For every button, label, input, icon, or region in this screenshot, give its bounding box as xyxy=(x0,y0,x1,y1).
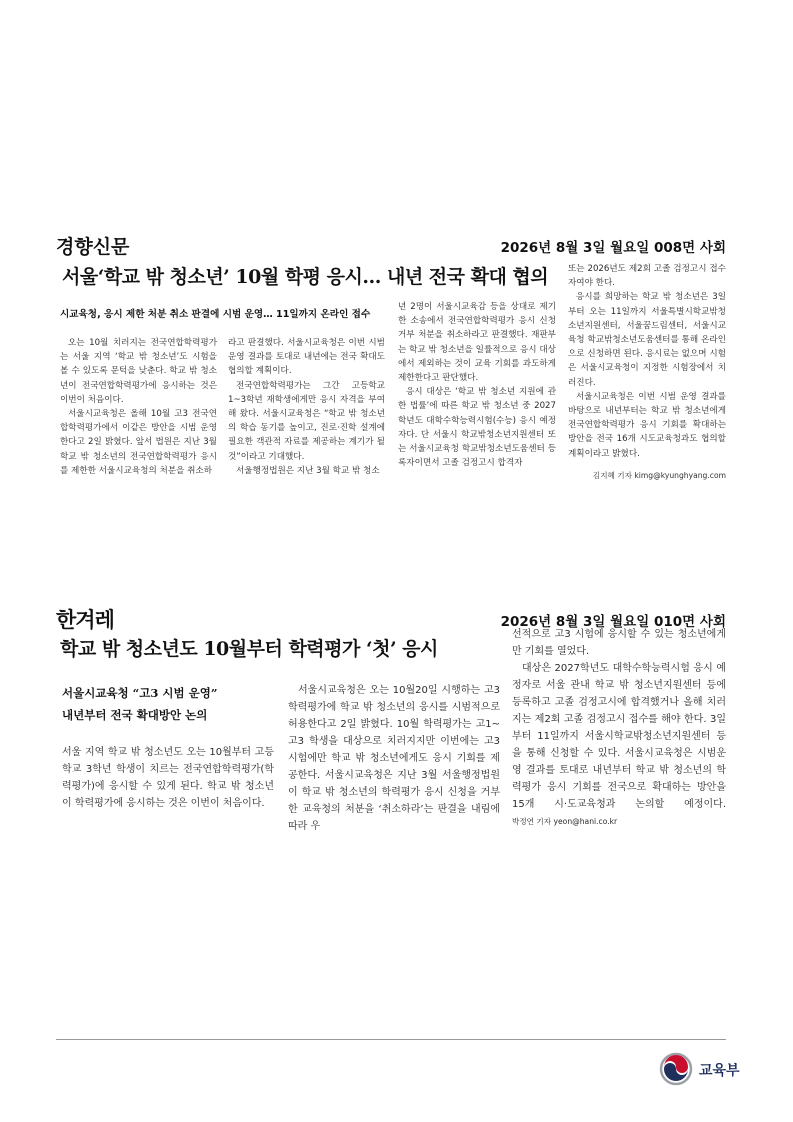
paragraph: 서울행정법원은 지난 3월 학교 밖 청소 xyxy=(236,465,380,476)
reporter-byline: 김지혜 기자 kimg@kyunghyang.com xyxy=(592,471,726,480)
article-subheadline: 시교육청, 응시 제한 처분 취소 판결에 시범 운영… 11일까지 온라인 접수 xyxy=(60,309,371,320)
article-column-1 xyxy=(62,744,274,812)
article-column-2 xyxy=(288,682,500,835)
subheadline-line: 서울시교육청 “고3 시범 운영” xyxy=(62,686,218,700)
ministry-name: 교육부 xyxy=(699,1063,740,1079)
paragraph: 또는 2026년도 제2회 고졸 검정고시 접수자여야 한다. xyxy=(568,264,726,289)
paragraph: 서울시교육청은 이번 시범 운영 결과를 바탕으로 내년부터는 학교 밖 청소년에게 전국연합학력평가 응시 기회를 확대하는 방안을 전국 16개 시도교육청과도 협의할 계획이라고 밝혔다. xyxy=(568,391,726,459)
article-column-2 xyxy=(228,336,385,478)
newspaper-masthead: 한겨레 xyxy=(56,608,114,632)
news-clip-hankyoreh xyxy=(56,604,726,846)
article-column-1 xyxy=(60,336,217,478)
paragraph: 선적으로 고3 시험에 응시할 수 있는 청소년에게만 기회를 열었다. xyxy=(512,629,726,657)
dateline: 2026년 8월 3일 월요일 008면 사회 xyxy=(500,240,726,256)
paragraph-text: 대상은 2027학년도 대학수학능력시험 응시 예정자로 서울 관내 학교 밖 청소년지원센터 등에 등록하고 고졸 검정고시에 합격했거나 올해 치러지는 제2회 고졸 검정고시 접수를 해야 한다. 3일부터 11일까지 서울시학교밖청소년지원센터 등을 통해 신청할 수 있다. 서울시교육청은 시범운영 결과를 토대로 내년부터 학교 밖 청소년의 학력평가 응시 기회를 전국으로 확대하는 방안을 15개 시·도교육청과 논의할 예정이다. xyxy=(512,663,726,810)
reporter-byline: 박정연 기자 yeon@hani.co.kr xyxy=(512,817,618,826)
paragraph xyxy=(512,660,726,830)
paragraph: 전국연합학력평가는 그간 고등학교 1~3학년 재학생에게만 응시 자격을 부여해 왔다. 서울시교육청은 “학교 밖 청소년의 학습 동기를 높이고, 진로·진학 설계에 필요한 객관적 자료를 제공하는 계기가 될 것”이라고 기대했다. xyxy=(228,380,385,462)
paragraph: 년 2명이 서울시교육감 등을 상대로 제기한 소송에서 전국연합학력평가 응시 신청 거부 처분을 취소하라고 판결했다. 재판부는 학교 밖 청소년을 일률적으로 응시 대상에서 제외하는 것이 교육 기회를 과도하게 제한한다고 판단했다. xyxy=(398,302,556,384)
article-headline: 학교 밖 청소년도 10월부터 학력평가 ‘첫’ 응시 xyxy=(60,638,438,660)
paragraph: 응시를 희망하는 학교 밖 청소년은 3일부터 오는 11일까지 서울특별시학교밖청소년지원센터, 서울꿈드림센터, 서울시교육청 학교밖청소년도움센터를 통해 온라인으로 신청하면 된다. 응시료는 없으며 시험은 서울시교육청이 지정한 시험장에서 치러진다. xyxy=(568,292,726,388)
ministry-logo xyxy=(659,1052,769,1088)
subheadline-line: 내년부터 전국 확대방안 논의 xyxy=(62,708,208,722)
news-clip-kyunghyang xyxy=(56,232,726,490)
paragraph: 응시 대상은 ‘학교 밖 청소년 지원에 관한 법률’에 따른 학교 밖 청소년 중 2027학년도 대학수학능력시험(수능) 응시 예정자다. 단 서울시 학교밖청소년지원센터 또는 서울시교육청 학교밖청소년도움센터 등록자이면서 고졸 검정고시 합격자 xyxy=(398,387,556,469)
paragraph: 서울시교육청은 오는 10월20일 시행하는 고3 학력평가에 학교 밖 청소년의 응시를 시범적으로 허용한다고 2일 밝혔다. 10월 학력평가는 고1~고3 학생을 대상으로 치러지지만 이번에는 고3 시험에만 학교 밖 청소년에게도 응시 기회를 제공한다. 서울시교육청은 지난 3월 서울행정법원이 학교 밖 청소년의 학력평가 응시 신청을 거부한 교육청의 처분을 ‘취소하라’는 판결을 내림에 따라 우 xyxy=(288,685,500,832)
paragraph: 서울 지역 학교 밖 청소년도 오는 10월부터 고등학교 3학년 학생이 치르는 전국연합학력평가(학력평가)에 응시할 수 있게 된다. 학교 밖 청소년이 학력평가에 응시하는 것은 이번이 처음이다. xyxy=(62,747,274,809)
article-column-4 xyxy=(568,262,726,461)
article-headline: 서울‘학교 밖 청소년’ 10월 학평 응시… 내년 전국 확대 협의 xyxy=(62,266,549,288)
article-subheadline xyxy=(62,682,282,726)
newspaper-masthead: 경향신문 xyxy=(56,236,130,258)
dateline: 2026년 8월 3일 월요일 010면 사회 xyxy=(500,614,726,630)
taegeuk-logo-icon xyxy=(659,1052,693,1086)
paragraph: 라고 판결했다. 서울시교육청은 이번 시범 운영 결과를 토대로 내년에는 전국 확대도 협의할 계획이다. xyxy=(228,338,385,377)
article-column-3 xyxy=(512,626,726,830)
paragraph: 오는 10월 치러지는 전국연합학력평가는 서울 지역 ‘학교 밖 청소년’도 시험을 볼 수 있도록 문턱을 낮춘다. 학교 밖 청소년이 전국연합학력평가에 응시하는 것은 이번이 처음이다. xyxy=(60,338,217,405)
paragraph: 서울시교육청은 올해 10월 고3 전국연합학력평가에서 이같은 방안을 시범 운영한다고 2일 밝혔다. 앞서 법원은 지난 3월 학교 밖 청소년의 전국연합학력평가 응시를 제한한 서울시교육청의 처분을 취소하 xyxy=(60,409,217,476)
article-column-3 xyxy=(398,300,556,470)
footer-divider xyxy=(56,1039,726,1040)
